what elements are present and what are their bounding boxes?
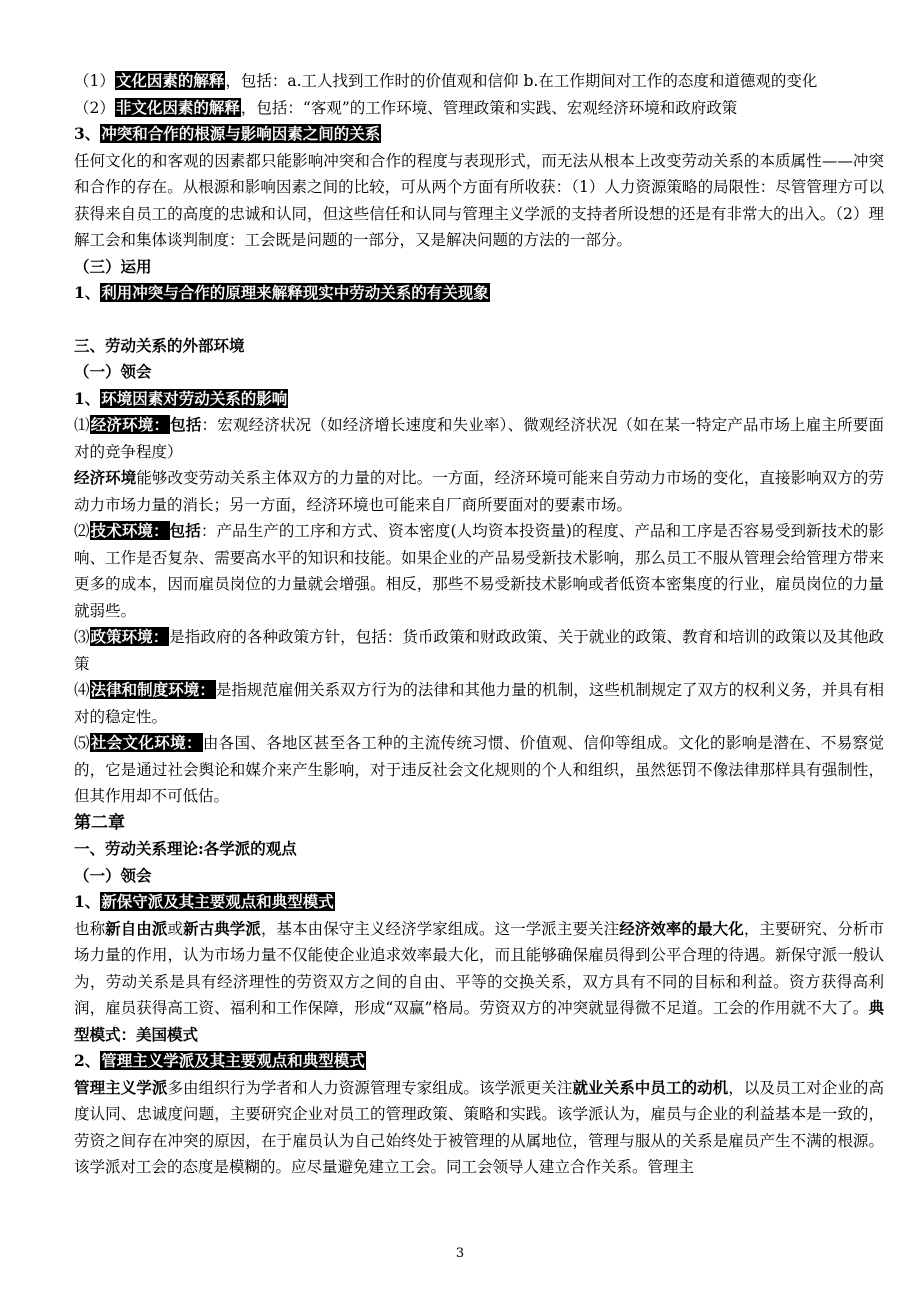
chapter-title: 第二章: [74, 812, 125, 833]
highlight-neoconservative: 新保守派及其主要观点和典型模式: [101, 892, 334, 911]
section-theories: 一、劳动关系理论:各学派的观点: [74, 839, 297, 858]
heading-env-factors: 1、环境因素对劳动关系的影响: [74, 388, 288, 408]
subheading-apply: （三）运用: [74, 256, 152, 276]
paragraph-economic-env: 经济环境能够改变劳动关系主体双方的力量的对比。一方面，经济环境可能来自劳动力市场的变化，直接影响双方的劳动力市场力量的消长；另一方面，经济环境也可能来自厂商所要面对的要素市场。: [74, 468, 884, 514]
heading-managerialism: 2、管理主义学派及其主要观点和典型模式: [74, 1051, 365, 1070]
item-legal-env: ⑷法律和制度环境：是指规范雇佣关系双方行为的法律和其他力量的机制，这些机制规定了双方的权利义务，并具有相对的稳定性。: [74, 680, 884, 726]
highlight-heading-3: 冲突和合作的根源与影响因素之间的关系: [101, 124, 381, 143]
highlight-managerialism: 管理主义学派及其主要观点和典型模式: [101, 1051, 365, 1070]
item-cultural: （1）文化因素的解释，包括：a.工人找到工作时的价值观和信仰 b.在工作期间对工作的态度和道德观的变化: [74, 71, 818, 90]
paragraph-neoconservative: 也称新自由派或新古典学派，基本由保守主义经济学家组成。这一学派主要关注经济效率的最大化，主要研究、分析市场力量的作用，认为市场力量不仅能使企业追求效率最大化，而且能够确保雇员得到公平合理的待遇。新保守派一般认为，劳动关系是具有经济理性的劳资双方之间的自由、平等的交换关系，双方具有不同的目标和利益。资方获得高利润，雇员获得高工资、福利和工作保障，形成“双赢”格局。劳资双方的冲突就显得微不足道。工会的作用就不大了。典型模式：美国模式: [74, 918, 884, 1044]
highlight-cultural: 文化因素的解释: [115, 71, 225, 90]
blank-line: [74, 307, 884, 333]
highlight-social: 社会文化环境：: [90, 733, 202, 752]
heading-neoconservative: 1、新保守派及其主要观点和典型模式: [74, 892, 334, 911]
document-page: [74, 68, 884, 1181]
subheading-understand-2: （一）领会: [74, 865, 152, 885]
item-technical-env: ⑵技术环境：包括：产品生产的工序和方式、资本密度(人均资本投资量)的程度、产品和工序是否容易受到新技术的影响、工作是否复杂、需要高水平的知识和技能。如果企业的产品易受新技术影响，那么员工不服从管理会给管理方带来更多的成本，因而雇员岗位的力量就会增强。相反，那些不易受新技术影响或者低资本密集度的行业，雇员岗位的力量就弱些。: [74, 521, 884, 620]
highlight-noncultural: 非文化因素的解释: [115, 97, 240, 117]
heading-apply-1: 1、利用冲突与合作的原理来解释现实中劳动关系的有关现象: [74, 283, 489, 302]
section-external-env: 三、劳动关系的外部环境: [74, 335, 245, 355]
highlight-technical: 技术环境：: [90, 521, 169, 540]
item-policy-env: ⑶政策环境：是指政府的各种政策方针，包括：货币政策和财政政策、关于就业的政策、教育和培训的政策以及其他政策: [74, 627, 884, 673]
item-social-env: ⑸社会文化环境：由各国、各地区甚至各工种的主流传统习惯、价值观、信仰等组成。文化的影响是潜在、不易察觉的，它是通过社会舆论和媒介来产生影响，对于违反社会文化规则的个人和组织，虽然惩罚不像法律那样具有强制性，但其作用却不可低估。: [74, 733, 884, 805]
paragraph-conflict: 任何文化的和客观的因素都只能影响冲突和合作的程度与表现形式，而无法从根本上改变劳动关系的本质属性——冲突和合作的存在。从根源和影响因素之间的比较，可从两个方面有所收获：（1）人力资源策略的局限性：尽管管理方可以获得来自员工的高度的忠诚和认同，但这些信任和认同与管理主义学派的支持者所设想的还是有非常大的出入。（2）理解工会和集体谈判制度：工会既是问题的一部分，又是解决问题的方法的一部分。: [74, 151, 884, 249]
highlight-env-factors: 环境因素对劳动关系的影响: [101, 388, 288, 408]
item-noncultural: （2）非文化因素的解释，包括：“客观”的工作环境、管理政策和实践、宏观经济环境和政府政策: [74, 97, 738, 117]
highlight-policy: 政策环境：: [90, 627, 169, 646]
item-economic-env: ⑴经济环境：包括：宏观经济状况（如经济增长速度和失业率）、微观经济状况（如在某一特定产品市场上雇主所要面对的竞争程度）: [74, 415, 884, 461]
subheading-understand: （一）领会: [74, 362, 152, 381]
highlight-economic: 经济环境：: [90, 415, 170, 434]
highlight-apply-1: 利用冲突与合作的原理来解释现实中劳动关系的有关现象: [101, 283, 489, 302]
highlight-legal: 法律和制度环境：: [90, 680, 215, 699]
paragraph-managerialism: 管理主义学派多由组织行为学者和人力资源管理专家组成。该学派更关注就业关系中员工的动机，以及员工对企业的高度认同、忠诚度问题，主要研究企业对员工的管理政策、策略和实践。该学派认为，雇员与企业的利益基本是一致的，劳资之间存在冲突的原因，在于雇员认为自己始终处于被管理的从属地位，管理与服从的关系是雇员产生不满的根源。该学派对工会的态度是模糊的。应尽量避免建立工会。同工会领导人建立合作关系。管理主: [74, 1077, 884, 1176]
page-number: 3: [455, 1246, 465, 1261]
heading-3: 3、冲突和合作的根源与影响因素之间的关系: [74, 124, 381, 143]
